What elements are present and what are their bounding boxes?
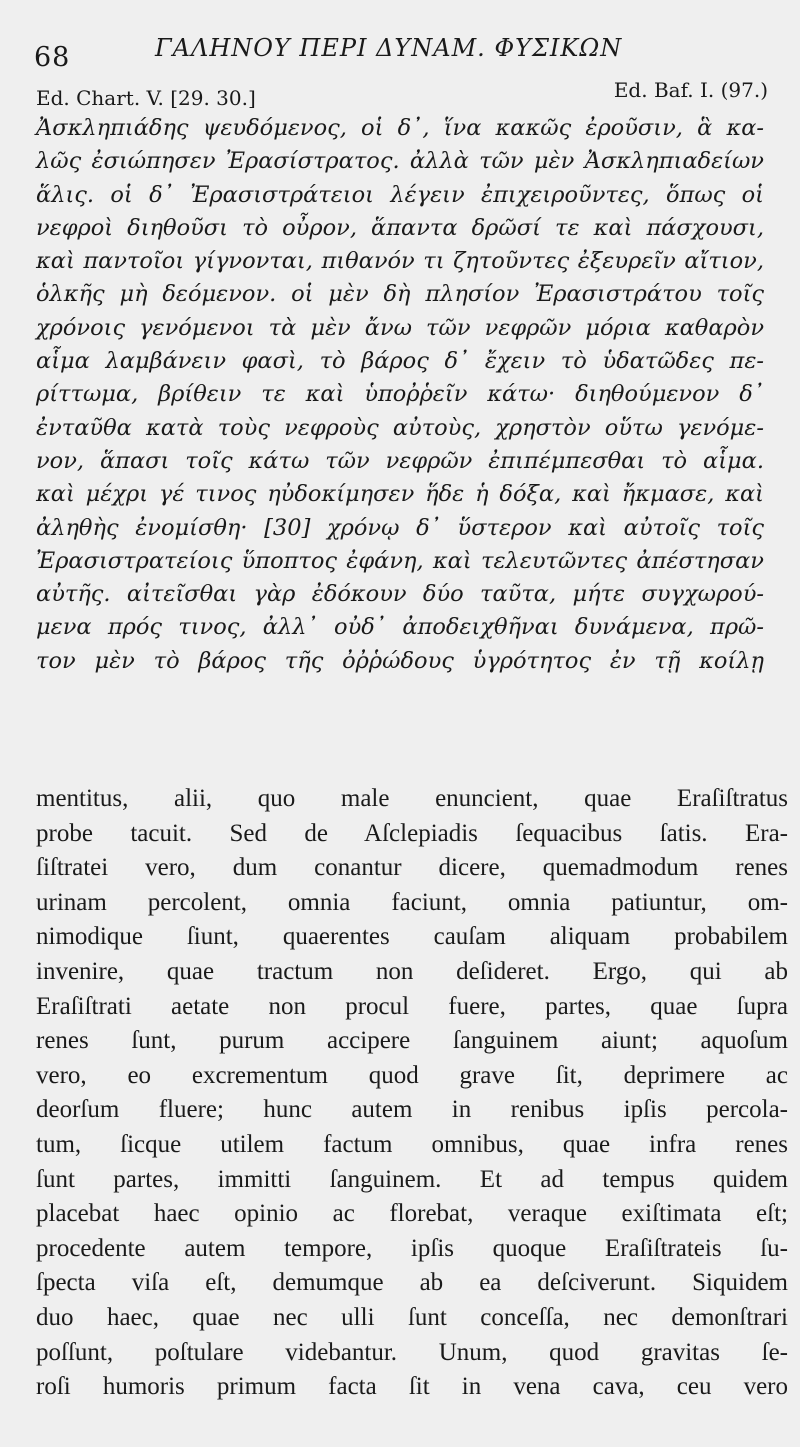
running-head: ΓΑΛΗΝΟΥ ΠΕΡΙ ΔΥΝΑΜ. ΦΥΣΙΚΩΝ <box>155 34 623 62</box>
greek-text-line: τον μὲν τὸ βάρος τῆς ὀῤῥώδους ὑγρότητος ἐν τῇ κοίλῃ <box>36 647 764 674</box>
latin-text-line: ſpecta viſa eſt, demumque ab ea deſciverunt. Siquidem <box>36 1269 788 1297</box>
bleed-through-mark <box>676 712 766 752</box>
greek-text-line: καὶ μέχρι γέ τινος ηὐδοκίμησεν ἥδε ἡ δόξα, καὶ ἤκμασε, καὶ <box>36 481 764 508</box>
latin-text-line: vero, eo excrementum quod grave ſit, deprimere ac <box>36 1061 788 1089</box>
latin-text-line: nimodique ſiunt, quaerentes cauſam aliquam probabilem <box>36 923 788 951</box>
greek-text-line: αἷμα λαμβάνειν φασὶ, τὸ βάρος δ᾽ ἔχειν τὸ ὑδατῶδες πε- <box>36 348 764 375</box>
latin-text-line: ſunt partes, immitti ſanguinem. Et ad tempus quidem <box>36 1165 788 1193</box>
edition-reference-right: Ed. Baf. I. (97.) <box>613 78 768 102</box>
latin-text-line: urinam percolent, omnia faciunt, omnia patiuntur, om- <box>36 888 788 916</box>
latin-text-line: probe tacuit. Sed de Aſclepiadis ſequacibus ſatis. Era- <box>36 819 788 847</box>
latin-text-line: Eraſiſtrati aetate non procul fuere, partes, quae ſupra <box>36 992 788 1020</box>
latin-text-line: placebat haec opinio ac florebat, veraque exiſtimata eſt; <box>36 1200 788 1228</box>
latin-text-line: invenire, quae tractum non deſideret. Ergo, qui ab <box>36 957 788 985</box>
greek-text-line: λῶς ἐσιώπησεν Ἐρασίστρατος. ἀλλὰ τῶν μὲν Ἀσκληπιαδείων <box>36 148 764 175</box>
latin-text-line: procedente autem tempore, ipſis quoque Eraſiſtrateis ſu- <box>36 1234 788 1262</box>
greek-text-line: αὐτῆς. αἰτεῖσθαι γὰρ ἐδόκουν δύο ταῦτα, μήτε συγχωρού- <box>36 581 764 608</box>
latin-text-line: roſi humoris primum facta ſit in vena cava, ceu vero <box>36 1373 788 1401</box>
greek-text-line: ἐνταῦθα κατὰ τοὺς νεφροὺς αὐτοὺς, χρηστὸν οὕτω γενόμε- <box>36 414 764 441</box>
edition-reference-left: Ed. Chart. V. [29. 30.] <box>36 86 256 110</box>
greek-text-line: καὶ παντοῖοι γίγνονται, πιθανόν τι ζητοῦντες ἐξευρεῖν αἴτιον, <box>36 248 764 275</box>
greek-text-line: ρίττωμα, βρίθειν τε καὶ ὑποῤῥεῖν κάτω· διηθούμενον δ᾽ <box>36 381 764 408</box>
greek-text-line: χρόνοις γενόμενοι τὰ μὲν ἄνω τῶν νεφρῶν μόρια καθαρὸν <box>36 314 764 341</box>
latin-text-line: renes ſunt, purum accipere ſanguinem aiunt; aquoſum <box>36 1027 788 1055</box>
latin-text-line: poſſunt, poſtulare videbantur. Unum, quod gravitas ſe- <box>36 1338 788 1366</box>
greek-text-line: νεφροὶ διηθοῦσι τὸ οὖρον, ἅπαντα δρῶσί τε καὶ πάσχουσι, <box>36 214 764 241</box>
latin-text-line: mentitus, alii, quo male enuncient, quae Eraſiſtratus <box>36 785 788 812</box>
greek-text-line: Ἐρασιστρατείοις ὕποπτος ἐφάνη, καὶ τελευτῶντες ἀπέστησαν <box>36 547 764 574</box>
latin-text-block <box>36 782 788 1405</box>
greek-text-line: ὁλκῆς μὴ δεόμενον. οἱ μὲν δὴ πλησίον Ἐρασιστράτου τοῖς <box>36 281 764 308</box>
greek-text-line: ἅλις. οἱ δ᾽ Ἐρασιστράτειοι λέγειν ἐπιχειροῦντες, ὅπως οἱ <box>36 181 764 208</box>
greek-text-line: μενα πρός τινος, ἀλλ᾽ οὐδ᾽ ἀποδειχθῆναι δυνάμενα, πρῶ- <box>36 614 764 641</box>
page-number: 68 <box>34 42 71 73</box>
latin-text-line: deorſum fluere; hunc autem in renibus ipſis percola- <box>36 1096 788 1124</box>
latin-text-line: duo haec, quae nec ulli ſunt conceſſa, nec demonſtrari <box>36 1303 788 1331</box>
greek-text-line: νον, ἅπασι τοῖς κάτω τῶν νεφρῶν ἐπιπέμπεσθαι τὸ αἷμα. <box>36 447 764 474</box>
greek-text-line: Ἀσκληπιάδης ψευδόμενος, οἱ δ᾽, ἵνα κακῶς ἐροῦσιν, ἃ κα- <box>36 115 764 141</box>
latin-text-line: tum, ſicque utilem factum omnibus, quae infra renes <box>36 1130 788 1158</box>
latin-text-line: ſiſtratei vero, dum conantur dicere, quemadmodum renes <box>36 854 788 882</box>
greek-text-block <box>36 112 764 678</box>
greek-text-line: ἀληθὴς ἐνομίσθη· [30] χρόνῳ δ᾽ ὕστερον καὶ αὐτοῖς τοῖς <box>36 514 764 541</box>
